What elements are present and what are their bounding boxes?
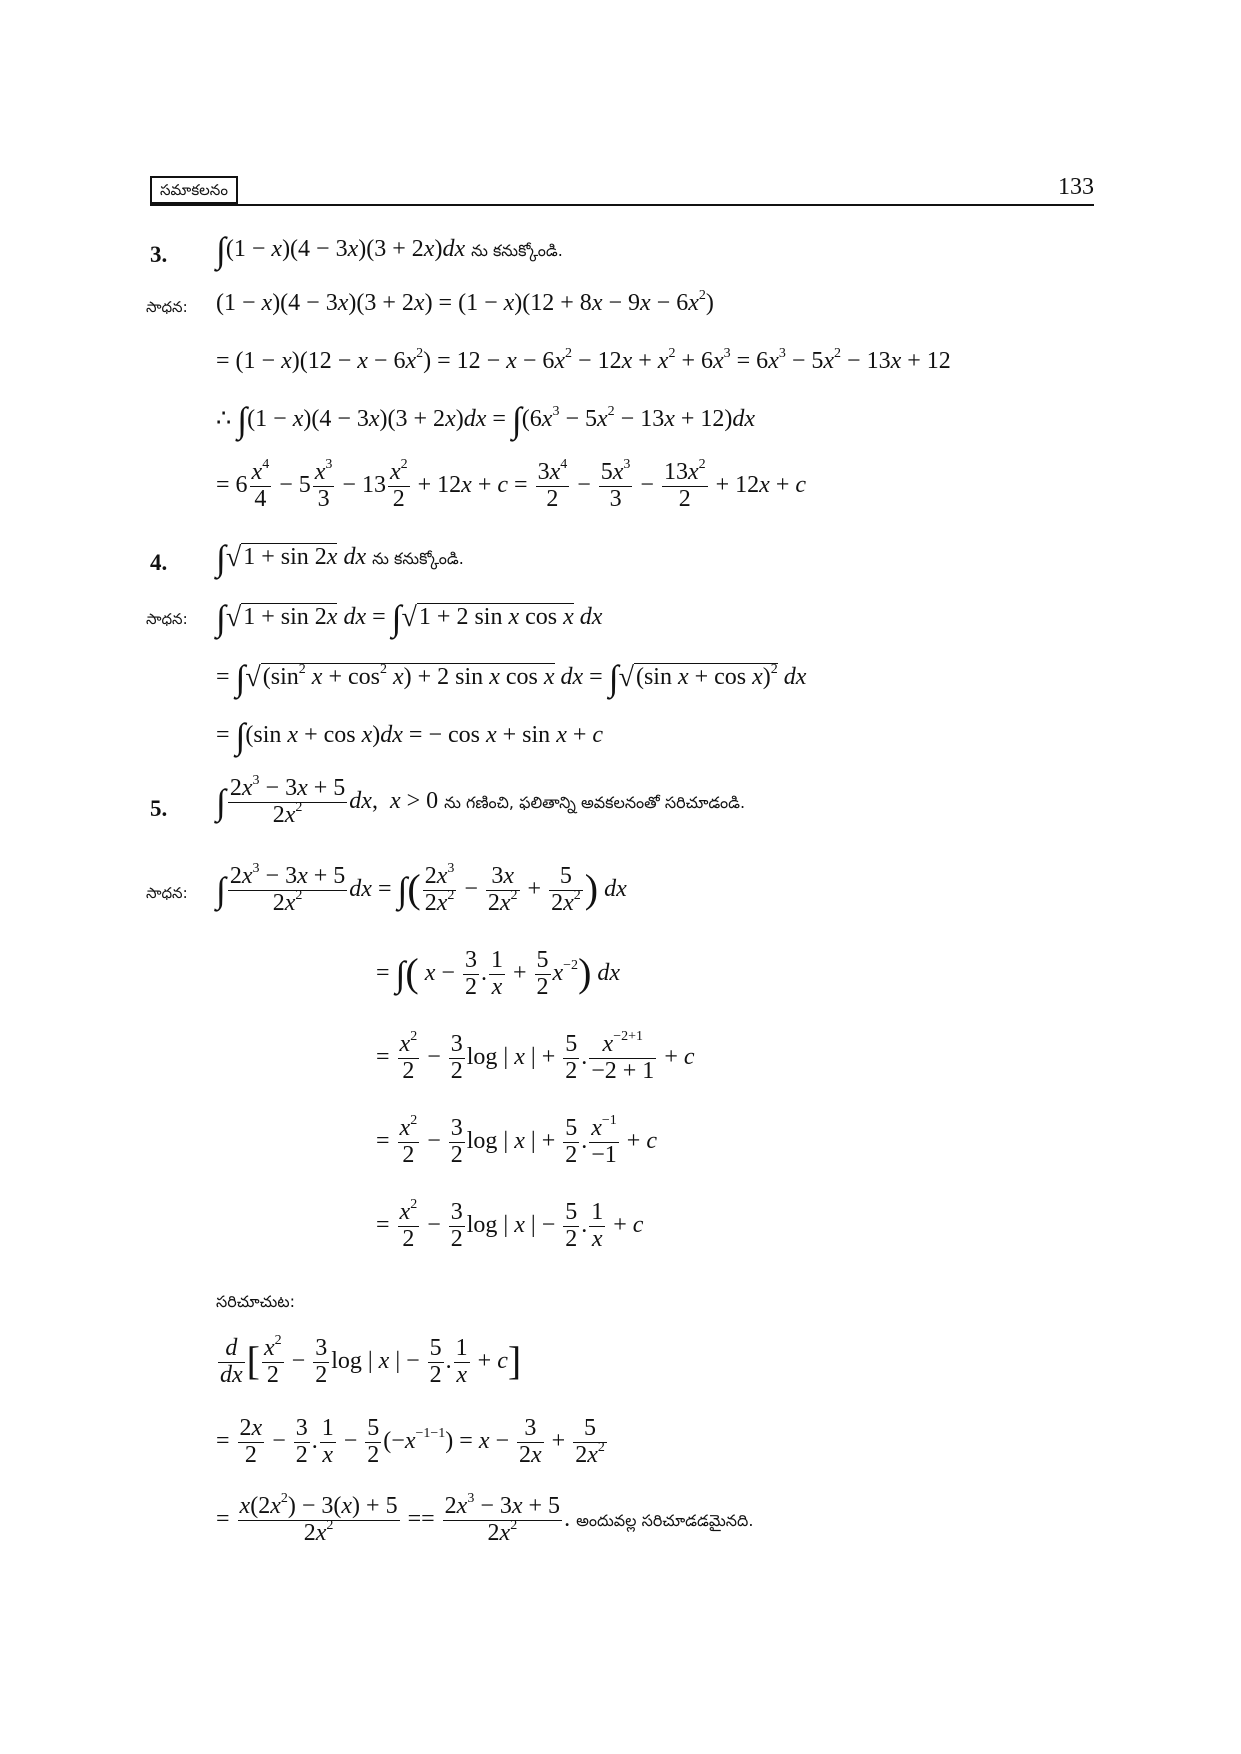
question-5-number: 5. xyxy=(150,796,168,821)
question-5-step-4: = $\frac{x^2}{2}$ − $\frac{3}{2}$ log | x | + $\frac{5}{2}$ . $\frac{x^{-1}}{-1}$ + c xyxy=(376,1113,657,1168)
question-3-step-2: = $(1 - x)(12 - x - 6x^2) = 12 - x - 6x^2 - 12x + x^2 + 6x^3 = 6x^3 - 5x^2 - 13x + 12$ xyxy=(216,346,951,374)
question-5-solution-label: సాధన: xyxy=(146,884,188,902)
question-3-number: 3. xyxy=(150,242,168,267)
verification-label: సరిచూచుట: xyxy=(216,1292,296,1311)
verification-step-3: = $\frac{x(2x^2) - 3(x) + 5}{2x^2}$ == $\frac{2x^3 - 3x + 5}{2x^2}$ . అందువల్ల సరిచూడడమైనది. xyxy=(216,1491,754,1546)
header-rule xyxy=(150,204,1094,206)
question-5-step-1: ∫ $\frac{2x^3 - 3x + 5}{2x^2}$ dx = ∫( $\frac{2x^3}{2x^2}$ − $\frac{3x}{2x^2}$ + $\frac{5}{2x^2}$ ) dx xyxy=(216,861,627,916)
question-3-step-3: ∴ $\int(1 - x)(4 - 3x)(3 + 2x)dx = \int(6x^3 - 5x^2 - 13x + 12)dx$ xyxy=(216,400,756,440)
page-header xyxy=(150,176,1094,206)
question-4-step-3: = ∫(sin x + cos x)dx = − cos x + sin x + c xyxy=(216,716,604,756)
question-5-step-2: = ∫( x − $\frac{3}{2}$ . $\frac{1}{x}$ + $\frac{5}{2}$ $x^{-2}$) dx xyxy=(376,947,621,1000)
question-3-solution-label: సాధన: xyxy=(146,298,188,316)
question-5-step-3: = $\frac{x^2}{2}$ − $\frac{3}{2}$ log | x | + $\frac{5}{2}$ . $\frac{x^{-2+1}}{-2 + 1}$ + c xyxy=(376,1029,695,1084)
question-5-statement: ∫ $\frac{2x^3 - 3x + 5}{2x^2}$ dx, x > 0 ను గణించి, ఫలితాన్ని అవకలనంతో సరిచూడండి. xyxy=(216,773,746,828)
question-5-step-5: = $\frac{x^2}{2}$ − $\frac{3}{2}$ log | x | − $\frac{5}{2}$ . $\frac{1}{x}$ + c xyxy=(376,1197,644,1252)
verification-step-1: $\frac{d}{dx}$ [ $\frac{x^2}{2}$ − $\frac{3}{2}$ log | x | − $\frac{5}{2}$ . $\frac{1}{x}$ + c] xyxy=(220,1333,522,1388)
question-3-instruction: ను కనుక్కోండి. xyxy=(471,241,563,260)
question-4-solution-label: సాధన: xyxy=(146,610,188,628)
question-5-instruction: ను గణించి, ఫలితాన్ని అవకలనంతో సరిచూడండి. xyxy=(444,792,746,812)
page-number: 133 xyxy=(1058,174,1094,200)
chapter-title: సమాకలనం xyxy=(150,176,238,204)
question-4-step-1: ∫√1 + sin 2x dx = ∫√1 + 2 sin x cos x dx xyxy=(216,598,603,638)
verification-conclusion: అందువల్ల సరిచూడడమైనది. xyxy=(576,1510,754,1530)
question-4-number: 4. xyxy=(150,550,168,575)
question-3-step-1: $(1 - x)(4 - 3x)(3 + 2x) = (1 - x)(12 + 8x - 9x - 6x^2)$ xyxy=(216,288,714,316)
question-3-step-4: = 6 $\frac{x^4}{4}$ − 5 $\frac{x^3}{3}$ − 13 $\frac{x^2}{2}$ + 12x + c = $\frac{3x^4}{2}$ − $\frac{5x^3}{3}$ − $\frac{13x^2}{2}$ + 12x + c xyxy=(216,457,807,512)
question-4-statement: ∫√1 + sin 2x dx ను కనుక్కోండి. xyxy=(216,538,464,578)
question-3-statement: ∫(1 − x)(4 − 3x)(3 + 2x)dx ను కనుక్కోండి. xyxy=(216,230,563,270)
question-4-step-2: = $\int√(\sin^2$ $x + \cos^2 x) + 2$ sin x cos x dx = ∫√(sin x + cos x)$^2$ dx xyxy=(216,658,807,698)
verification-step-2: = $\frac{2x}{2}$ − $\frac{3}{2}$ . $\frac{1}{x}$ − $\frac{5}{2}$ $(-x^{-1-1}) = x$ − $\frac{3}{2x}$ + $\frac{5}{2x^2}$ xyxy=(216,1415,605,1468)
question-4-instruction: ను కనుక్కోండి. xyxy=(372,549,464,568)
